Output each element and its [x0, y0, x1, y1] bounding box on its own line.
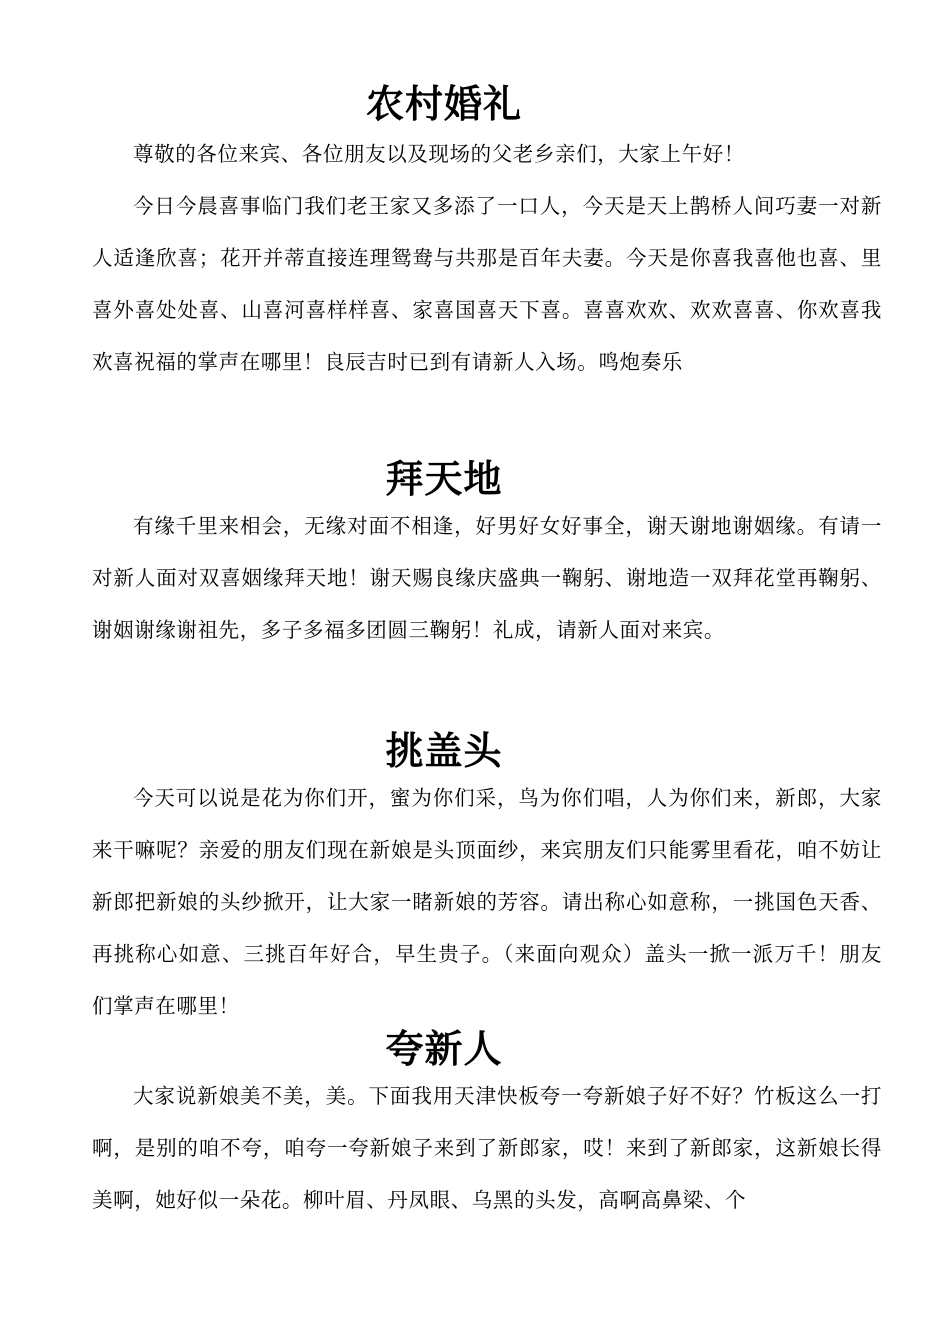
section-title-worship-heaven-earth: 拜天地: [385, 457, 503, 501]
paragraph-worship: 有缘千里来相会，无缘对面不相逢，好男好女好事全，谢天谢地谢姻缘。有请一对新人面对双喜姻缘拜天地！谢天赐良缘庆盛典一鞠躬、谢地造一双拜花堂再鞠躬、谢姻谢缘谢祖先，多子多福多团圆三鞠躬！礼成，请新人面对来宾。: [92, 514, 882, 642]
section-title-rural-wedding: 农村婚礼: [365, 82, 522, 126]
paragraph-veil: 今天可以说是花为你们开，蜜为你们采，鸟为你们唱，人为你们来，新郎，大家来干嘛呢？亲爱的朋友们现在新娘是头顶面纱，来宾朋友们只能雾里看花，咱不妨让新郎把新娘的头纱掀开，让大家一睹新娘的芳容。请出称心如意称，一挑国色天香、再挑称心如意、三挑百年好合，早生贵子。（来面向观众）盖头一掀一派万千！朋友们掌声在哪里！: [92, 786, 882, 1018]
paragraph-praise: 大家说新娘美不美，美。下面我用天津快板夸一夸新娘子好不好？竹板这么一打啊，是别的咱不夸，咱夸一夸新娘子来到了新郎家，哎！来到了新郎家，这新娘长得美啊，她好似一朵花。柳叶眉、丹凤眼、乌黑的头发，高啊高鼻梁、个: [92, 1084, 882, 1212]
section-title-praise-newlyweds: 夸新人: [385, 1027, 503, 1071]
paragraph-greeting: 尊敬的各位来宾、各位朋友以及现场的父老乡亲们，大家上午好！: [133, 142, 745, 166]
section-title-lift-veil: 挑盖头: [385, 729, 503, 773]
paragraph-opening: 今日今晨喜事临门我们老王家又多添了一口人，今天是天上鹊桥人间巧妻一对新人适逢欣喜；花开并蒂直接连理鸳鸯与共那是百年夫妻。今天是你喜我喜他也喜、里喜外喜处处喜、山喜河喜样样喜、家喜国喜天下喜。喜喜欢欢、欢欢喜喜、你欢喜我欢喜祝福的掌声在哪里！良辰吉时已到有请新人入场。鸣炮奏乐: [92, 194, 882, 374]
